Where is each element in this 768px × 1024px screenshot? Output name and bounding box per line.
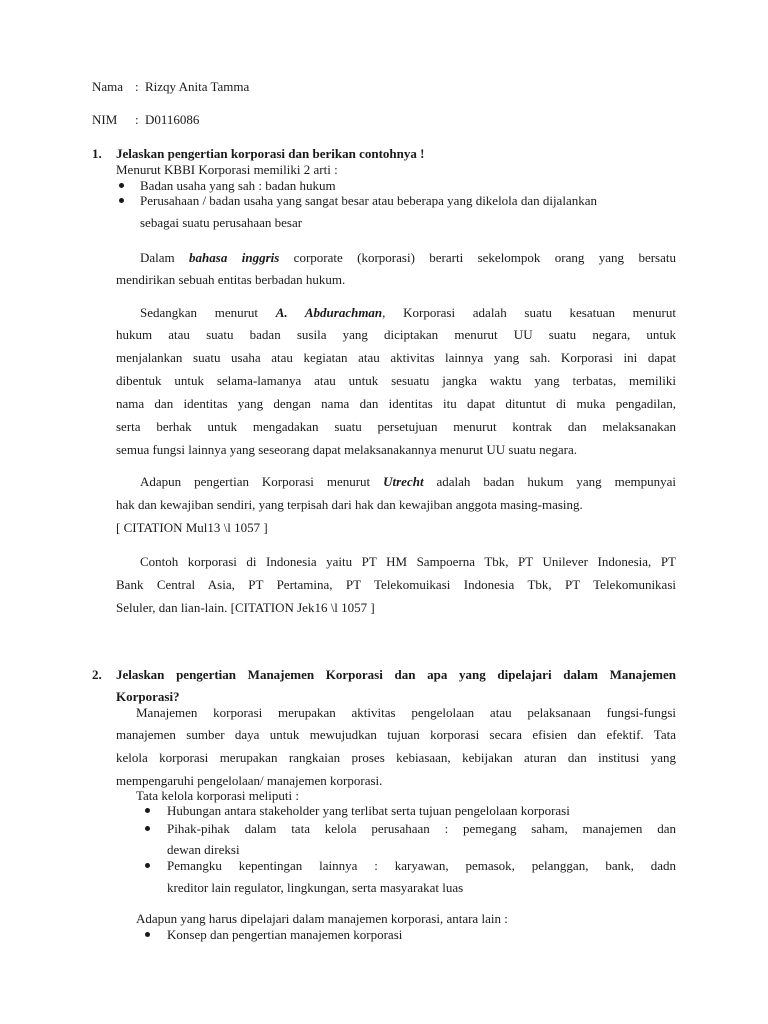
paragraph-line: manajemen sumber daya untuk mewujudkan tujuan korporasi secara efisien dan efektif. Tata [116, 727, 676, 742]
name-value: Rizqy Anita Tamma [145, 79, 250, 94]
author-name: A. Abdurachman [275, 305, 383, 320]
bullet-icon [145, 932, 150, 937]
list-item: Perusahaan / badan usaha yang sangat besar atau beberapa yang dikelola dan dijalankan [140, 193, 597, 208]
study-intro: Adapun yang harus dipelajari dalam manajemen korporasi, antara lain : [136, 911, 508, 926]
paragraph-line: dibentuk untuk selama-lamanya atau untuk sesuatu jangka waktu yang terbatas, memiliki [116, 373, 676, 388]
paragraph-line: Sedangkan menurut A. Abdurachman, Korporasi adalah suatu kesatuan menurut [140, 305, 676, 320]
q1-kbbi-intro: Menurut KBBI Korporasi memiliki 2 arti : [116, 162, 338, 177]
list-item: Badan usaha yang sah : badan hukum [140, 178, 336, 193]
paragraph-line: mendirikan sebuah entitas berbadan hukum. [116, 272, 346, 287]
nim-separator: : [135, 112, 139, 127]
paragraph-line: nama dan identitas yang dengan nama dan identitas itu dapat dituntut di muka pengadilan, [116, 396, 676, 411]
author-name: Utrecht [383, 474, 424, 489]
name-label: Nama [92, 79, 124, 94]
citation: [ CITATION Mul13 \l 1057 ] [116, 520, 268, 535]
q2-number: 2. [92, 667, 102, 682]
paragraph-line: semua fungsi lainnya yang seseorang dapat melaksanakannya menurut UU suatu negara. [116, 442, 577, 457]
citation: Seluler, dan lian-lain. [CITATION Jek16 \l 1057 ] [116, 600, 375, 615]
list-item: Konsep dan pengertian manajemen korporasi [167, 927, 403, 942]
nim-label: NIM [92, 112, 118, 127]
bullet-icon [119, 198, 124, 203]
q2-question: Jelaskan pengertian Manajemen Korporasi dan apa yang dipelajari dalam Manajemen [116, 667, 676, 682]
bullet-icon [119, 183, 124, 188]
list-item: Hubungan antara stakeholder yang terlibat serta tujuan pengelolaan korporasi [167, 803, 570, 818]
q1-question: Jelaskan pengertian korporasi dan berikan contohnya ! [116, 146, 425, 161]
list-item: Pihak-pihak dalam tata kelola perusahaan : pemegang saham, manajemen dan [167, 821, 676, 836]
paragraph-line: Adapun pengertian Korporasi menurut Utrecht adalah badan hukum yang mempunyai [140, 474, 676, 489]
governance-intro: Tata kelola korporasi meliputi : [136, 788, 299, 803]
paragraph-line: serta berhak untuk mengadakan suatu persetujuan menurut kontrak dan melaksanakan [116, 419, 676, 434]
list-item-continuation: dewan direksi [167, 842, 240, 857]
emphasis-text: bahasa inggris [189, 250, 280, 265]
list-item-continuation: sebagai suatu perusahaan besar [140, 215, 303, 230]
nim-value: D0116086 [145, 112, 200, 127]
paragraph-line: mempengaruhi pengelolaan/ manajemen korporasi. [116, 773, 383, 788]
name-separator: : [135, 79, 139, 94]
list-item-continuation: kreditor lain regulator, lingkungan, serta masyarakat luas [167, 880, 464, 895]
paragraph-line: menjalankan suatu usaha atau kegiatan atau aktivitas lainnya yang sah. Korporasi ini dapat [116, 350, 676, 365]
paragraph-line: hak dan kewajiban sendiri, yang terpisah dari hak dan kewajiban anggota masing-masing. [116, 497, 583, 512]
paragraph-line: kelola korporasi merupakan rangkaian proses kebiasaan, kebijakan aturan dan institusi yang [116, 750, 676, 765]
paragraph-line: Contoh korporasi di Indonesia yaitu PT HM Sampoerna Tbk, PT Unilever Indonesia, PT [140, 554, 676, 569]
paragraph-line: hukum atau suatu badan susila yang diciptakan menurut UU suatu negara, untuk [116, 327, 676, 342]
bullet-icon [145, 863, 150, 868]
paragraph-line: Bank Central Asia, PT Pertamina, PT Telekomuikasi Indonesia Tbk, PT Telekomunikasi [116, 577, 676, 592]
list-item: Pemangku kepentingan lainnya : karyawan, pemasok, pelanggan, bank, dadn [167, 858, 676, 873]
paragraph-line: Dalam bahasa inggris corporate (korporasi) berarti sekelompok orang yang bersatu [140, 250, 676, 265]
paragraph-line: Manajemen korporasi merupakan aktivitas pengelolaan atau pelaksanaan fungsi-fungsi [136, 705, 676, 720]
q1-number: 1. [92, 146, 102, 161]
q2-question-continuation: Korporasi? [116, 689, 180, 704]
bullet-icon [145, 808, 150, 813]
bullet-icon [145, 826, 150, 831]
